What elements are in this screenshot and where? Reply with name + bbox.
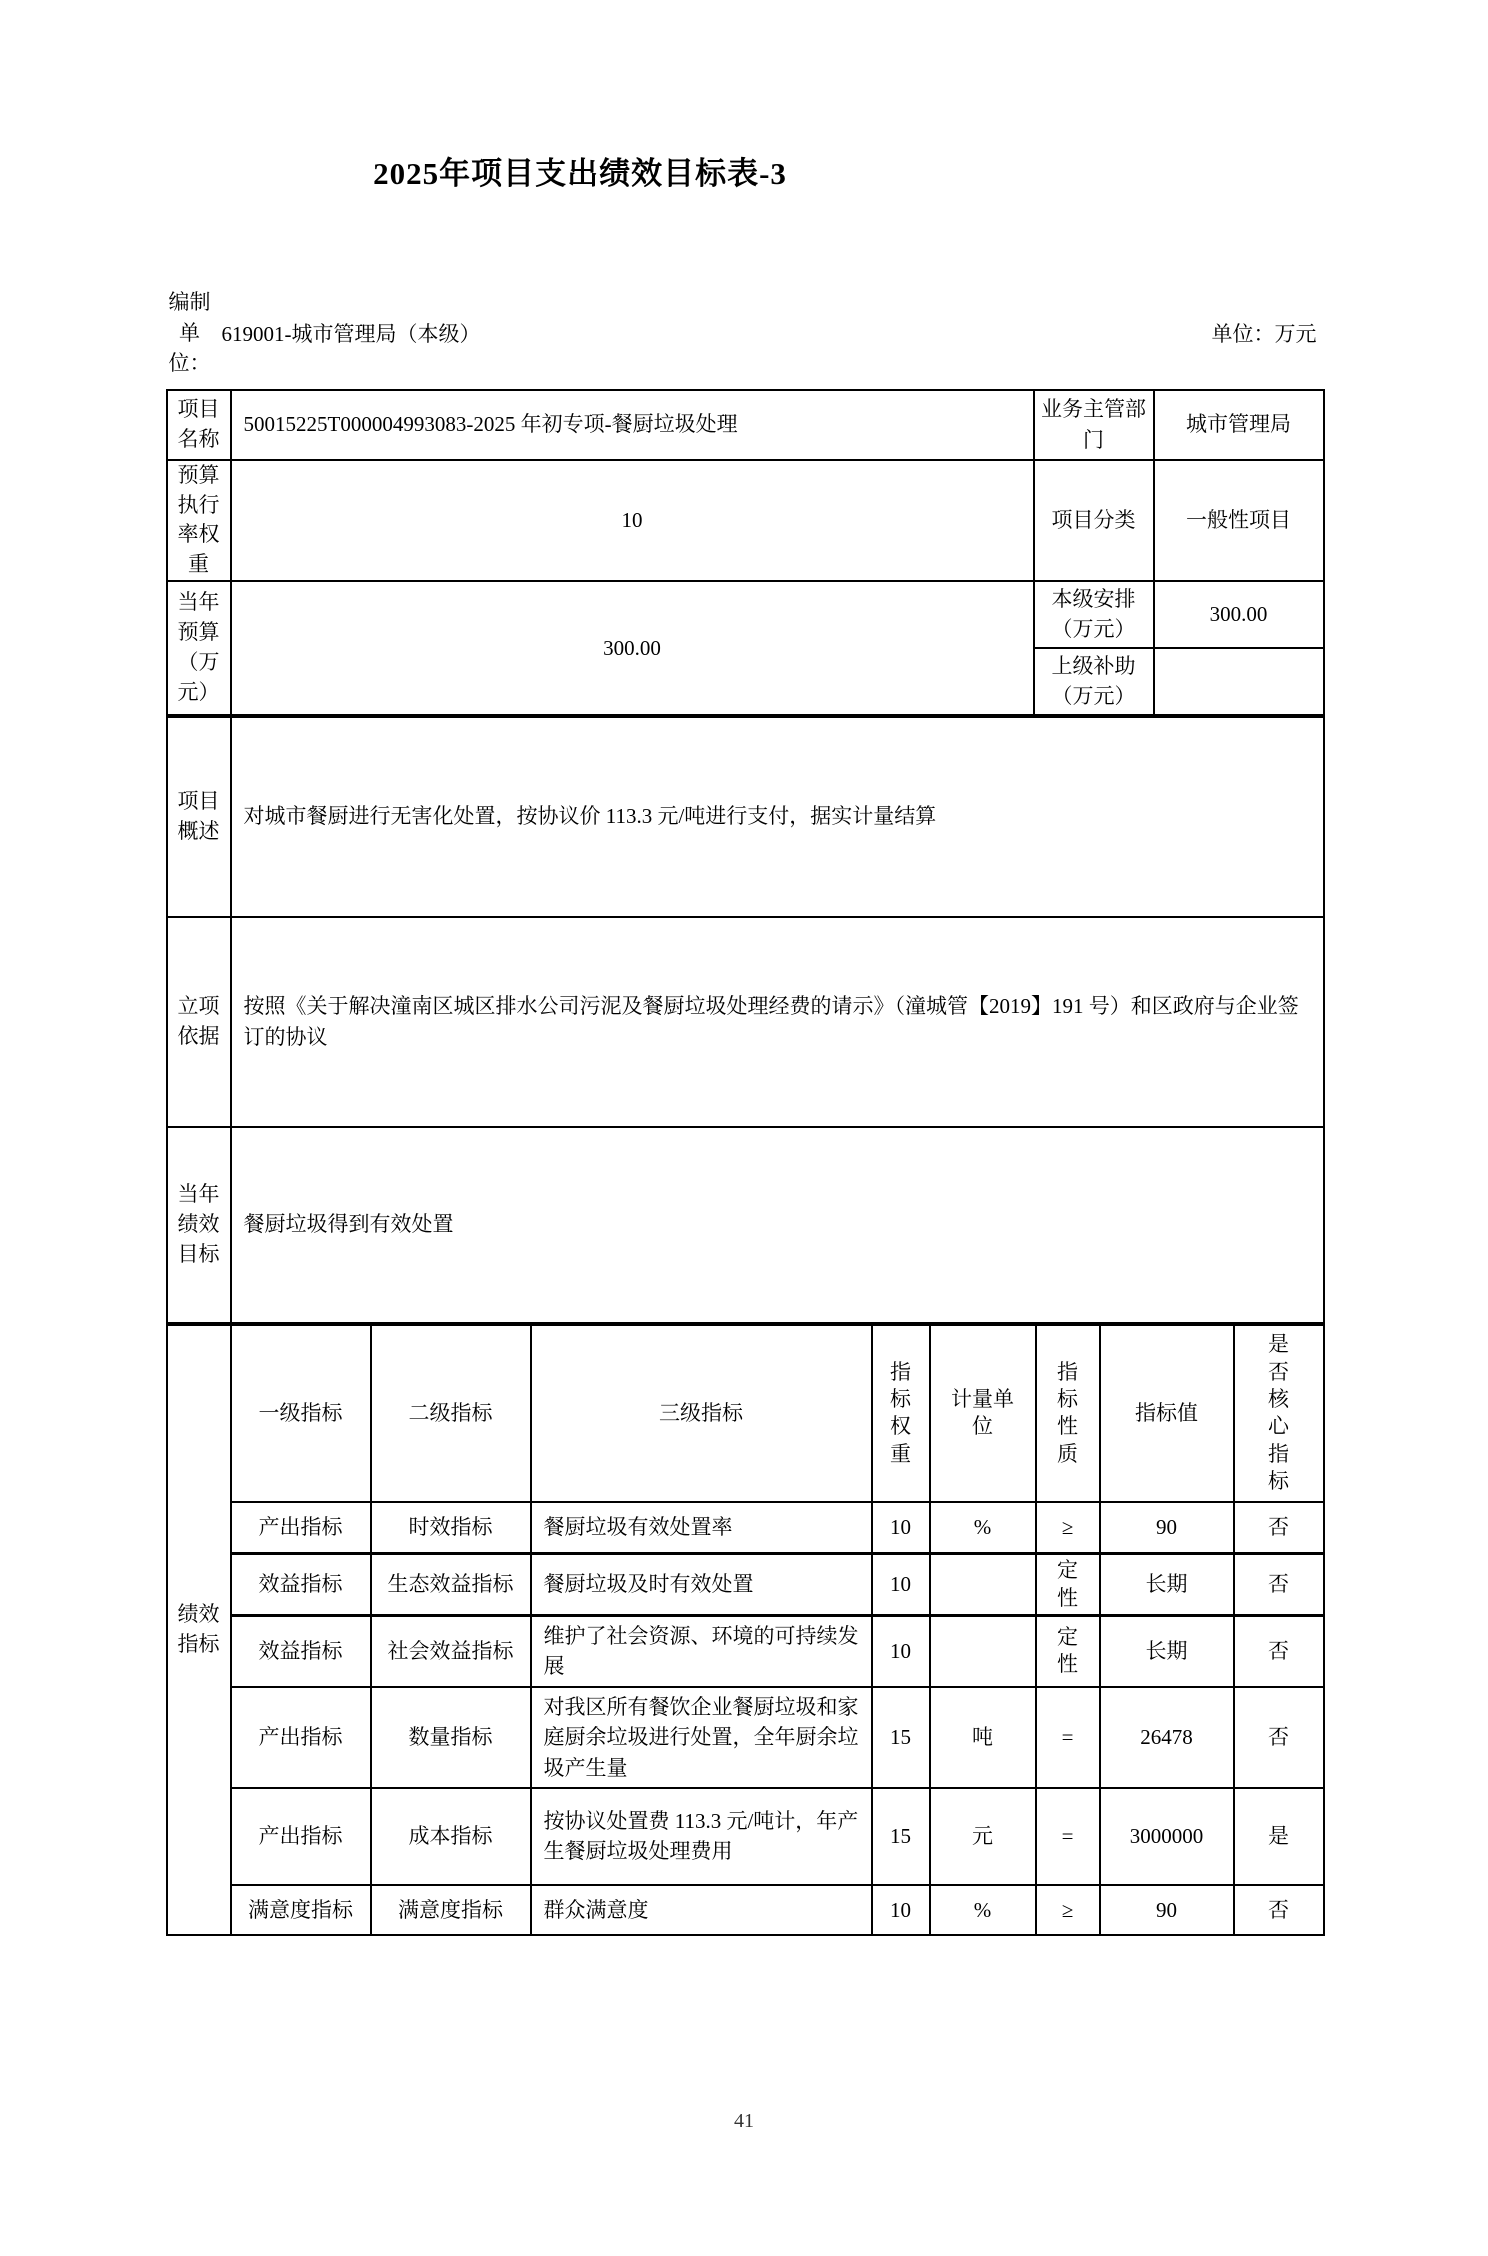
indicator-weight: 10 xyxy=(872,1502,930,1554)
local-arrangement-value: 300.00 xyxy=(1154,581,1324,648)
indicator-core: 是 xyxy=(1234,1788,1324,1885)
indicator-level2: 成本指标 xyxy=(371,1788,531,1885)
indicator-level2: 生态效益指标 xyxy=(371,1554,531,1616)
indicator-row xyxy=(167,1615,1324,1686)
col-header-level3: 三级指标 xyxy=(531,1325,872,1502)
indicator-unit xyxy=(930,1615,1036,1686)
indicator-core: 否 xyxy=(1234,1615,1324,1686)
col-header-unit xyxy=(930,1325,1036,1502)
indicator-nature-text: 定性 xyxy=(1056,1624,1078,1677)
indicator-weight: 10 xyxy=(872,1615,930,1686)
indicator-value: 长期 xyxy=(1100,1615,1234,1686)
col-header-weight-text: 指标权重 xyxy=(889,1359,911,1466)
overview-label: 项目概述 xyxy=(167,717,231,917)
col-header-unit-text: 计量单位 xyxy=(950,1386,1014,1439)
indicator-core: 否 xyxy=(1234,1502,1324,1554)
indicator-unit: % xyxy=(930,1502,1036,1554)
main-table xyxy=(166,389,1323,1936)
col-header-core xyxy=(1234,1325,1324,1502)
indicator-row xyxy=(167,1687,1324,1788)
indicators-table xyxy=(166,1324,1325,1936)
indicator-level1: 产出指标 xyxy=(231,1788,371,1885)
table-row xyxy=(167,390,1324,460)
indicator-level1: 产出指标 xyxy=(231,1687,371,1788)
page-number: 41 xyxy=(734,2110,754,2132)
superior-subsidy-label: 上级补助（万元） xyxy=(1034,648,1154,715)
basis-label: 立项依据 xyxy=(167,917,231,1127)
table-row xyxy=(167,1127,1324,1323)
col-header-nature xyxy=(1036,1325,1100,1502)
indicator-level2: 时效指标 xyxy=(371,1502,531,1554)
project-description-table xyxy=(166,716,1325,1324)
year-budget-value: 300.00 xyxy=(231,581,1034,715)
indicator-level2: 满意度指标 xyxy=(371,1885,531,1935)
indicator-unit: 元 xyxy=(930,1788,1036,1885)
indicator-unit: % xyxy=(930,1885,1036,1935)
indicator-value: 3000000 xyxy=(1100,1788,1234,1885)
indicator-level2: 数量指标 xyxy=(371,1687,531,1788)
indicator-level2: 社会效益指标 xyxy=(371,1615,531,1686)
col-header-nature-text: 指标性质 xyxy=(1056,1359,1078,1466)
indicator-nature: ≥ xyxy=(1036,1502,1100,1554)
indicator-level3: 群众满意度 xyxy=(531,1885,872,1935)
indicator-level3: 餐厨垃圾有效处置率 xyxy=(531,1502,872,1554)
basis-value: 按照《关于解决潼南区城区排水公司污泥及餐厨垃圾处理经费的请示》（潼城管【2019】191 号）和区政府与企业签订的协议 xyxy=(231,917,1324,1127)
indicator-value: 26478 xyxy=(1100,1687,1234,1788)
indicator-row xyxy=(167,1554,1324,1616)
indicator-level3: 维护了社会资源、环境的可持续发展 xyxy=(531,1615,872,1686)
header-row xyxy=(166,287,1323,378)
indicator-level1: 满意度指标 xyxy=(231,1885,371,1935)
category-value: 一般性项目 xyxy=(1154,460,1324,581)
dept-value: 城市管理局 xyxy=(1154,390,1324,460)
indicator-row xyxy=(167,1788,1324,1885)
indicator-nature xyxy=(1036,1615,1100,1686)
indicator-row xyxy=(167,1885,1324,1935)
table-row xyxy=(167,581,1324,648)
indicator-weight: 15 xyxy=(872,1687,930,1788)
overview-value: 对城市餐厨进行无害化处置，按协议价 113.3 元/吨进行支付，据实计量结算 xyxy=(231,717,1324,917)
indicator-weight: 15 xyxy=(872,1788,930,1885)
indicator-nature: = xyxy=(1036,1687,1100,1788)
category-label: 项目分类 xyxy=(1034,460,1154,581)
budget-weight-label: 预算执行率权重 xyxy=(167,460,231,581)
indicator-unit: 吨 xyxy=(930,1687,1036,1788)
indicator-value: 90 xyxy=(1100,1885,1234,1935)
col-header-weight xyxy=(872,1325,930,1502)
indicator-level1: 效益指标 xyxy=(231,1615,371,1686)
annual-goal-value: 餐厨垃圾得到有效处置 xyxy=(231,1127,1324,1323)
currency-note: 单位：万元 xyxy=(1211,322,1317,347)
indicator-unit xyxy=(930,1554,1036,1616)
indicators-header-row xyxy=(167,1325,1324,1502)
indicator-row xyxy=(167,1502,1324,1554)
indicator-core: 否 xyxy=(1234,1687,1324,1788)
indicator-level3: 按协议处置费 113.3 元/吨计，年产生餐厨垃圾处理费用 xyxy=(531,1788,872,1885)
dept-label: 业务主管部门 xyxy=(1034,390,1154,460)
prepared-unit-label: 编制单位： xyxy=(168,290,211,376)
indicators-section-label: 绩效指标 xyxy=(167,1325,231,1935)
indicator-core: 否 xyxy=(1234,1885,1324,1935)
budget-weight-value: 10 xyxy=(231,460,1034,581)
col-header-core-text: 是否核心指标 xyxy=(1267,1332,1289,1493)
indicator-nature-text: 定性 xyxy=(1056,1558,1078,1610)
indicator-weight: 10 xyxy=(872,1554,930,1616)
project-name-label: 项目名称 xyxy=(167,390,231,460)
col-header-level1: 一级指标 xyxy=(231,1325,371,1502)
table-row xyxy=(167,460,1324,581)
indicator-weight: 10 xyxy=(872,1885,930,1935)
col-header-level2: 二级指标 xyxy=(371,1325,531,1502)
annual-goal-label: 当年绩效目标 xyxy=(167,1127,231,1323)
indicator-nature: = xyxy=(1036,1788,1100,1885)
indicator-value: 90 xyxy=(1100,1502,1234,1554)
project-info-table xyxy=(166,389,1325,716)
indicator-level1: 效益指标 xyxy=(231,1554,371,1616)
indicator-level1: 产出指标 xyxy=(231,1502,371,1554)
superior-subsidy-value xyxy=(1154,648,1324,715)
page-title: 2025年项目支出绩效目标表-3 xyxy=(373,156,787,191)
local-arrangement-label: 本级安排（万元） xyxy=(1034,581,1154,648)
indicator-nature xyxy=(1036,1554,1100,1616)
indicator-value: 长期 xyxy=(1100,1554,1234,1616)
indicator-level3: 餐厨垃圾及时有效处置 xyxy=(531,1554,872,1616)
document-page xyxy=(0,152,1488,2132)
col-header-value: 指标值 xyxy=(1100,1325,1234,1502)
indicator-level3: 对我区所有餐饮企业餐厨垃圾和家庭厨余垃圾进行处置，全年厨余垃圾产生量 xyxy=(531,1687,872,1788)
year-budget-label: 当年预算（万元） xyxy=(167,581,231,715)
prepared-unit-value: 619001-城市管理局（本级） xyxy=(221,322,481,347)
table-row xyxy=(167,917,1324,1127)
project-name-value: 50015225T000004993083-2025 年初专项-餐厨垃圾处理 xyxy=(231,390,1034,460)
table-row xyxy=(167,717,1324,917)
indicator-core: 否 xyxy=(1234,1554,1324,1616)
indicator-nature: ≥ xyxy=(1036,1885,1100,1935)
